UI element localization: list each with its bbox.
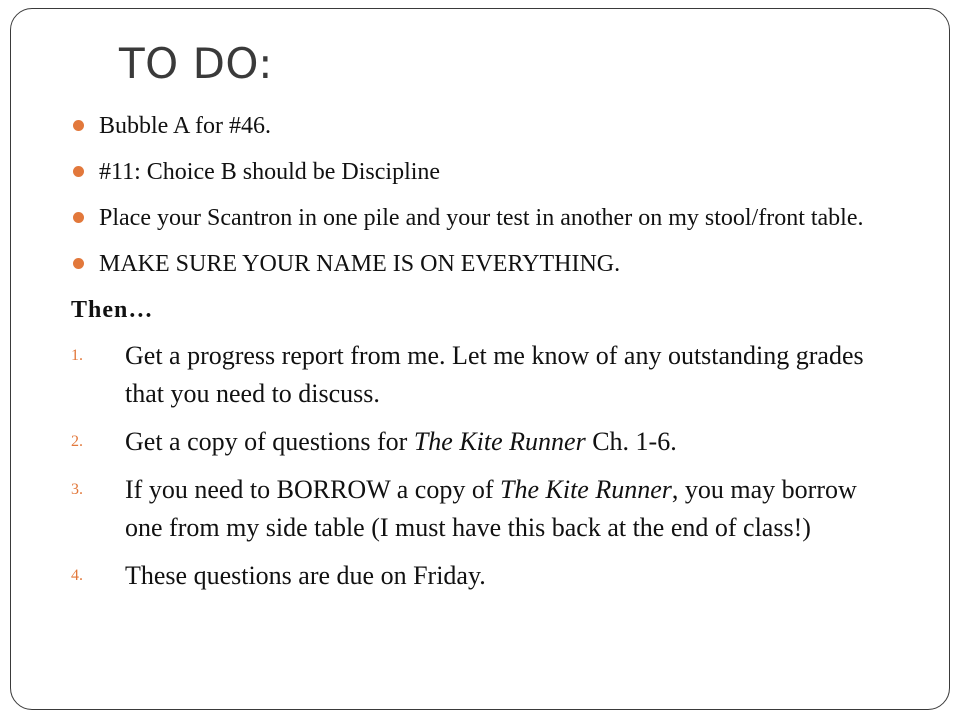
step-text-run: If you need to BORROW a copy of: [125, 475, 501, 504]
book-title: The Kite Runner: [500, 475, 672, 504]
step-text-run: Ch. 1-6.: [585, 427, 677, 456]
bullet-dot-icon: [73, 120, 84, 131]
bullet-item: [71, 201, 891, 235]
steps-list: [71, 337, 891, 595]
step-text-run: Get a copy of questions for: [125, 427, 414, 456]
step-number: 4.: [71, 567, 83, 584]
step-number: 1.: [71, 347, 83, 364]
bullet-dot-icon: [73, 166, 84, 177]
step-text-run: , you may borrow one from my side table (I must have this back at the end of class!): [125, 475, 857, 542]
then-heading: Then…: [71, 297, 154, 323]
slide-content: [71, 109, 891, 605]
step-item: [71, 423, 891, 461]
bullet-text: Place your Scantron in one pile and your test in another on my stool/front table.: [99, 205, 864, 231]
bullet-dot-icon: [73, 258, 84, 269]
bullet-dot-icon: [73, 212, 84, 223]
slide: [10, 8, 950, 710]
step-text-run: Get a progress report from me. Let me know of any outstanding grades that you need to discuss.: [125, 341, 864, 408]
bullet-text: Bubble A for #46.: [99, 113, 271, 139]
step-item: [71, 471, 891, 547]
bullet-item: [71, 247, 891, 281]
bullet-item: [71, 155, 891, 189]
step-text-run: These questions are due on Friday.: [125, 561, 486, 590]
slide-title: TO DO:: [119, 39, 273, 88]
step-text: [125, 427, 677, 456]
bullet-list: [71, 109, 891, 281]
step-number: 3.: [71, 481, 83, 498]
step-text: [125, 561, 486, 590]
bullet-text: #11: Choice B should be Discipline: [99, 159, 441, 185]
bullet-item: [71, 109, 891, 143]
step-number: 2.: [71, 433, 83, 450]
book-title: The Kite Runner: [413, 427, 586, 456]
bullet-text: MAKE SURE YOUR NAME IS ON EVERYTHING.: [99, 251, 621, 277]
step-item: [71, 337, 891, 413]
step-item: [71, 557, 891, 595]
step-text: [125, 475, 857, 542]
step-text: [125, 341, 864, 408]
